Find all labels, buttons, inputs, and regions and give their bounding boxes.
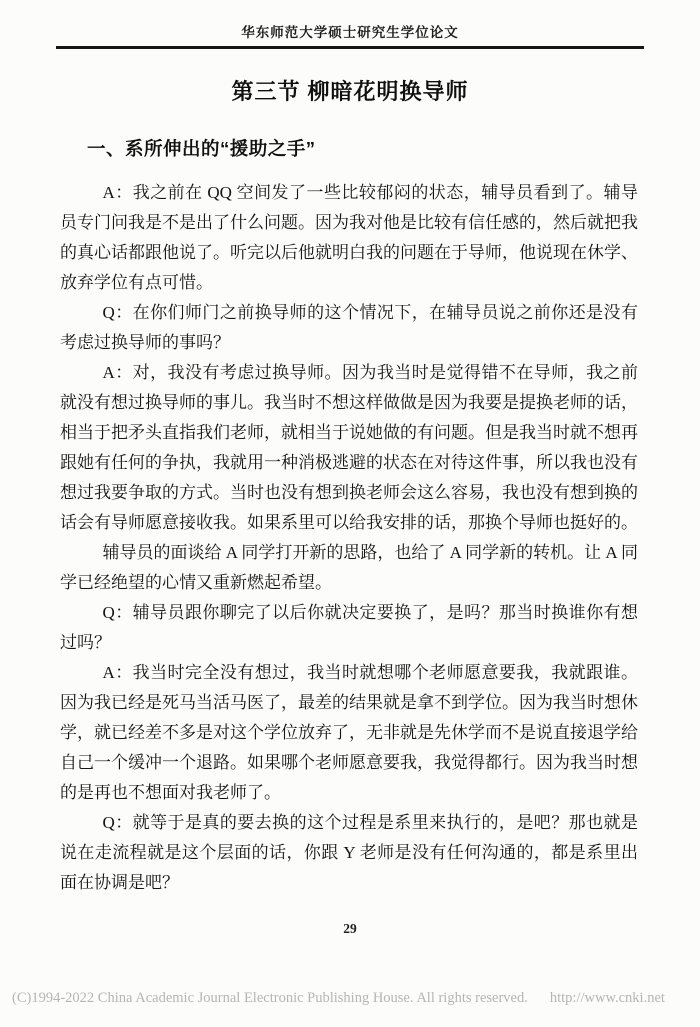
paragraph: A：我之前在 QQ 空间发了一些比较郁闷的状态，辅导员看到了。辅导员专门问我是不是出了什么问题。因为我对他是比较有信任感的，然后就把我的真心话都跟他说了。听完以后他就明白我的问题在于导师，他说现在休学、放弃学位有点可惜。 bbox=[60, 183, 638, 292]
subsection-title: 一、系所伸出的“援助之手” bbox=[87, 138, 316, 159]
scan-footer bbox=[12, 990, 692, 1007]
page-number: 29 bbox=[343, 921, 357, 936]
paragraph: A：我当时完全没有想过，我当时就想哪个老师愿意要我，我就跟谁。因为我已经是死马当活马医了，最差的结果就是拿不到学位。因为我当时想休学，就已经差不多是对这个学位放弃了，无非就是先休学而不是说直接退学给自己一个缓冲一个退路。如果哪个老师愿意要我，我觉得都行。因为我当时想的是再也不想面对我老师了。 bbox=[60, 663, 638, 802]
paragraph: Q：在你们师门之前换导师的这个情况下，在辅导员说之前你还是没有考虑过换导师的事吗？ bbox=[60, 303, 638, 352]
footer-url: http://www.cnki.net bbox=[549, 990, 665, 1006]
paragraph-list bbox=[60, 178, 638, 898]
header-divider bbox=[56, 46, 644, 49]
section-title: 第三节 柳暗花明换导师 bbox=[231, 79, 469, 104]
paragraph: 辅导员的面谈给 A 同学打开新的思路，也给了 A 同学新的转机。让 A 同学已经绝望的心情又重新燃起希望。 bbox=[60, 543, 639, 592]
paragraph: Q：就等于是真的要去换的这个过程是系里来执行的，是吧？那也就是说在走流程就是这个层面的话，你跟 Y 老师是没有任何沟通的，都是系里出面在协调是吧？ bbox=[60, 813, 638, 892]
paragraph: A：对，我没有考虑过换导师。因为我当时是觉得错不在导师，我之前就没有想过换导师的事儿。我当时不想这样做做是因为我要是提换老师的话，相当于把矛头直指我们老师，就相当于说她做的有问题。但是我当时就不想再跟她有任何的争执，我就用一种消极逃避的状态在对待这件事，所以我也没有想过我要争取的方式。当时也没有想到换老师会这么容易，我也没有想到换的话会有导师愿意接收我。如果系里可以给我安排的话，那换个导师也挺好的。 bbox=[60, 363, 638, 532]
footer-copyright: (C)1994-2022 China Academic Journal Electronic Publishing House. All rights reserved. bbox=[12, 990, 528, 1006]
running-header: 华东师范大学硕士研究生学位论文 bbox=[241, 25, 459, 40]
paragraph: Q：辅导员跟你聊完了以后你就决定要换了，是吗？那当时换谁你有想过吗？ bbox=[60, 603, 638, 652]
